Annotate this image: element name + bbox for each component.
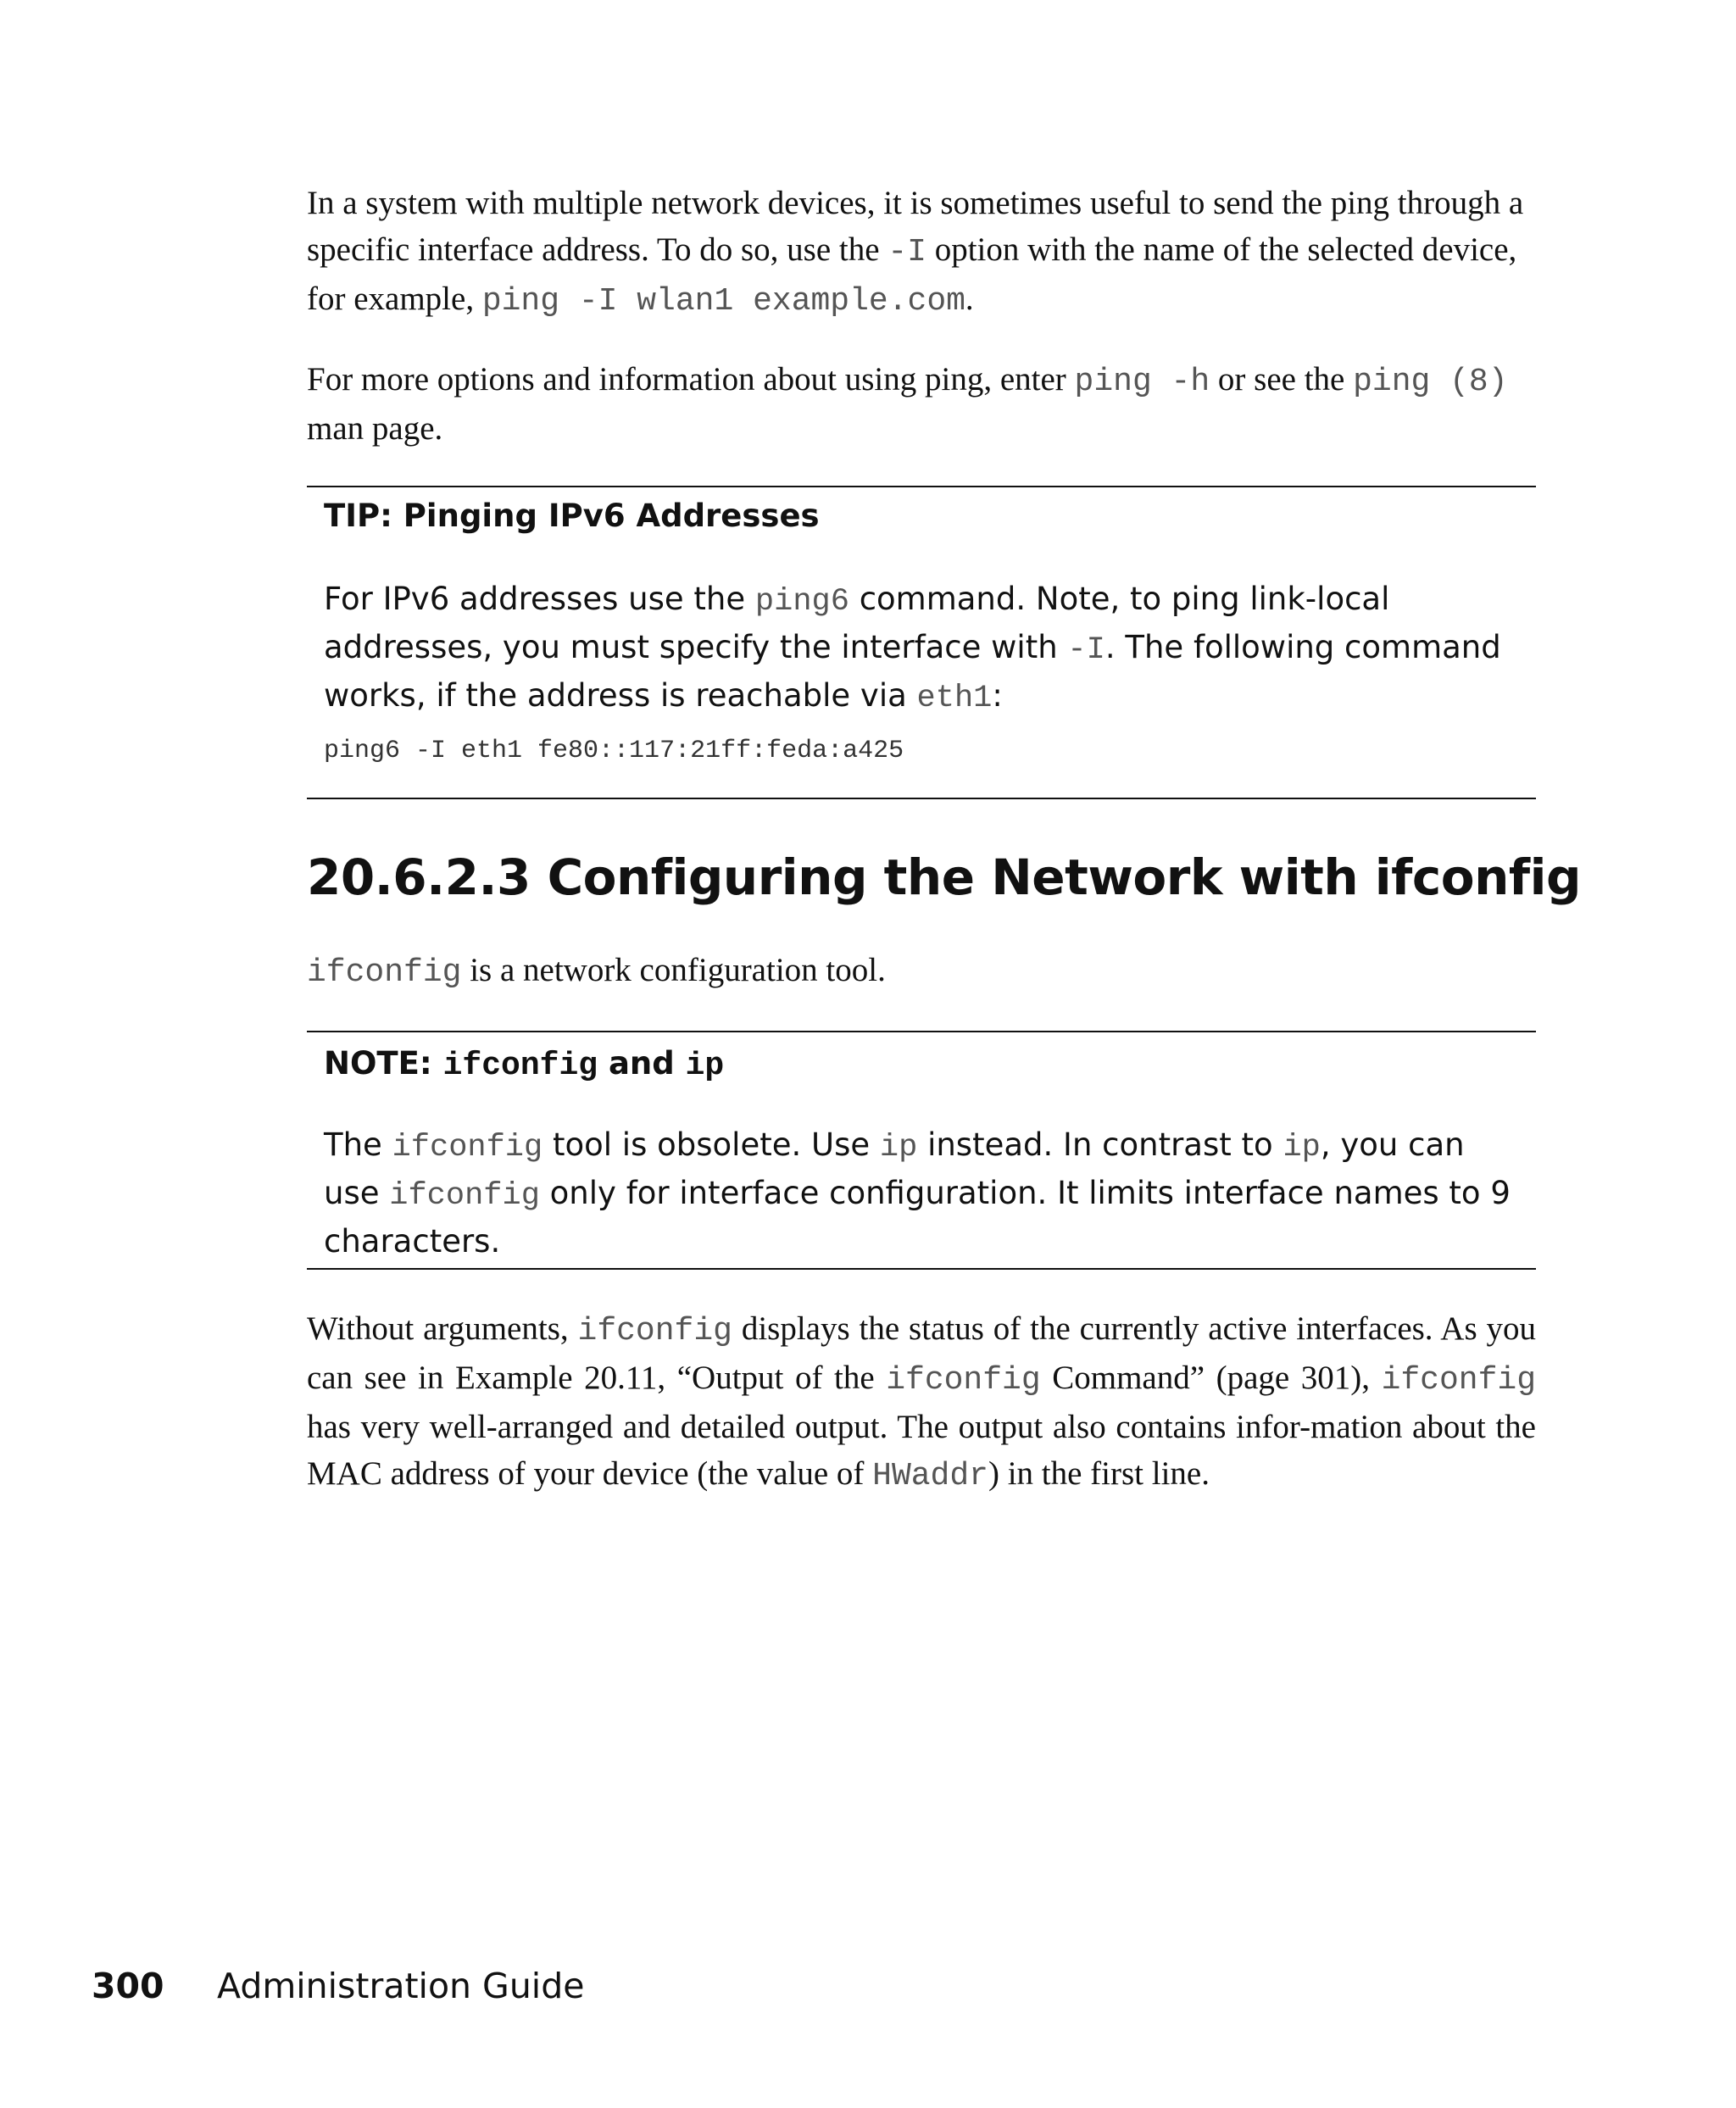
- inline-code: ip: [685, 1048, 725, 1084]
- text-run: option with the name of the selected device, for example,: [307, 231, 1517, 317]
- text-run: Command” (page 301),: [1040, 1360, 1382, 1396]
- text-run: man page.: [307, 410, 443, 447]
- inline-code: ifconfig: [392, 1130, 543, 1165]
- inline-code: ping (8): [1353, 364, 1508, 400]
- note-bottom-rule: [307, 1268, 1536, 1270]
- text-run: . The following command works, if the address is reachable via: [324, 629, 1501, 714]
- inline-code: ping -h: [1074, 364, 1210, 400]
- text-run: has very well-arranged and detailed output. The output also contains infor-mation about the MAC address of your device (the value of: [307, 1409, 1536, 1492]
- text-run: is a network configuration tool.: [461, 952, 886, 988]
- tip-code-sample: ping6 -I eth1 fe80::117:21ff:feda:a425: [324, 737, 904, 765]
- note-body: [324, 1122, 1527, 1264]
- text-run: For IPv6 addresses use the: [324, 581, 755, 617]
- inline-code: ip: [1283, 1130, 1321, 1165]
- inline-code: -I: [887, 234, 926, 270]
- tip-top-rule: [307, 486, 1536, 487]
- text-run: tool is obsolete. Use: [542, 1126, 880, 1163]
- inline-code: ifconfig: [442, 1048, 598, 1084]
- paragraph-ping-options: [307, 356, 1527, 452]
- text-run: The: [324, 1126, 392, 1163]
- page-number: 300: [92, 1966, 164, 2006]
- inline-code: ifconfig: [886, 1362, 1041, 1399]
- tip-bottom-rule: [307, 798, 1536, 799]
- inline-code: -I: [1067, 632, 1105, 668]
- note-top-rule: [307, 1031, 1536, 1032]
- paragraph-ping-interface: [307, 180, 1536, 325]
- text-run: command. Note, to ping link-local addresses, you must specify the interface with: [324, 581, 1390, 665]
- inline-code: ifconfig: [1381, 1362, 1536, 1399]
- text-run: NOTE:: [324, 1045, 443, 1082]
- text-run: Without arguments,: [307, 1310, 578, 1347]
- inline-code: ifconfig: [389, 1178, 540, 1214]
- paragraph-ifconfig-output: [307, 1305, 1536, 1499]
- text-run: displays the status of the currently active interfaces. As you can see in Example 20.11, “Output of the: [307, 1310, 1536, 1396]
- text-run: .: [965, 281, 974, 317]
- inline-code: ping6: [754, 584, 849, 620]
- inline-code: eth1: [916, 681, 993, 716]
- text-run: For more options and information about using ping, enter: [307, 361, 1075, 398]
- text-run: ) in the first line.: [988, 1455, 1210, 1492]
- inline-code: HWaddr: [872, 1458, 988, 1494]
- text-run: , you can use: [324, 1126, 1465, 1211]
- section-intro: [307, 947, 1536, 996]
- inline-code: ifconfig: [577, 1313, 732, 1349]
- inline-code: ifconfig: [307, 954, 462, 991]
- inline-code: ip: [879, 1130, 918, 1165]
- book-title: Administration Guide: [217, 1966, 585, 2006]
- tip-body: [324, 576, 1527, 721]
- text-run: and: [598, 1045, 686, 1082]
- text-run: instead. In contrast to: [917, 1126, 1283, 1163]
- tip-title: TIP: Pinging IPv6 Addresses: [324, 498, 820, 534]
- inline-code: ping -I wlan1 example.com: [481, 283, 965, 320]
- text-run: :: [992, 677, 1003, 714]
- text-run: only for interface configuration. It limits interface names to 9 characters.: [324, 1175, 1511, 1260]
- note-title: [324, 1043, 724, 1087]
- section-heading: 20.6.2.3 Configuring the Network with ifconfig: [307, 848, 1582, 906]
- text-run: or see the: [1210, 361, 1354, 398]
- text-run: In a system with multiple network devices, it is sometimes useful to send the ping through a specific interface address. To do so, use the: [307, 185, 1524, 268]
